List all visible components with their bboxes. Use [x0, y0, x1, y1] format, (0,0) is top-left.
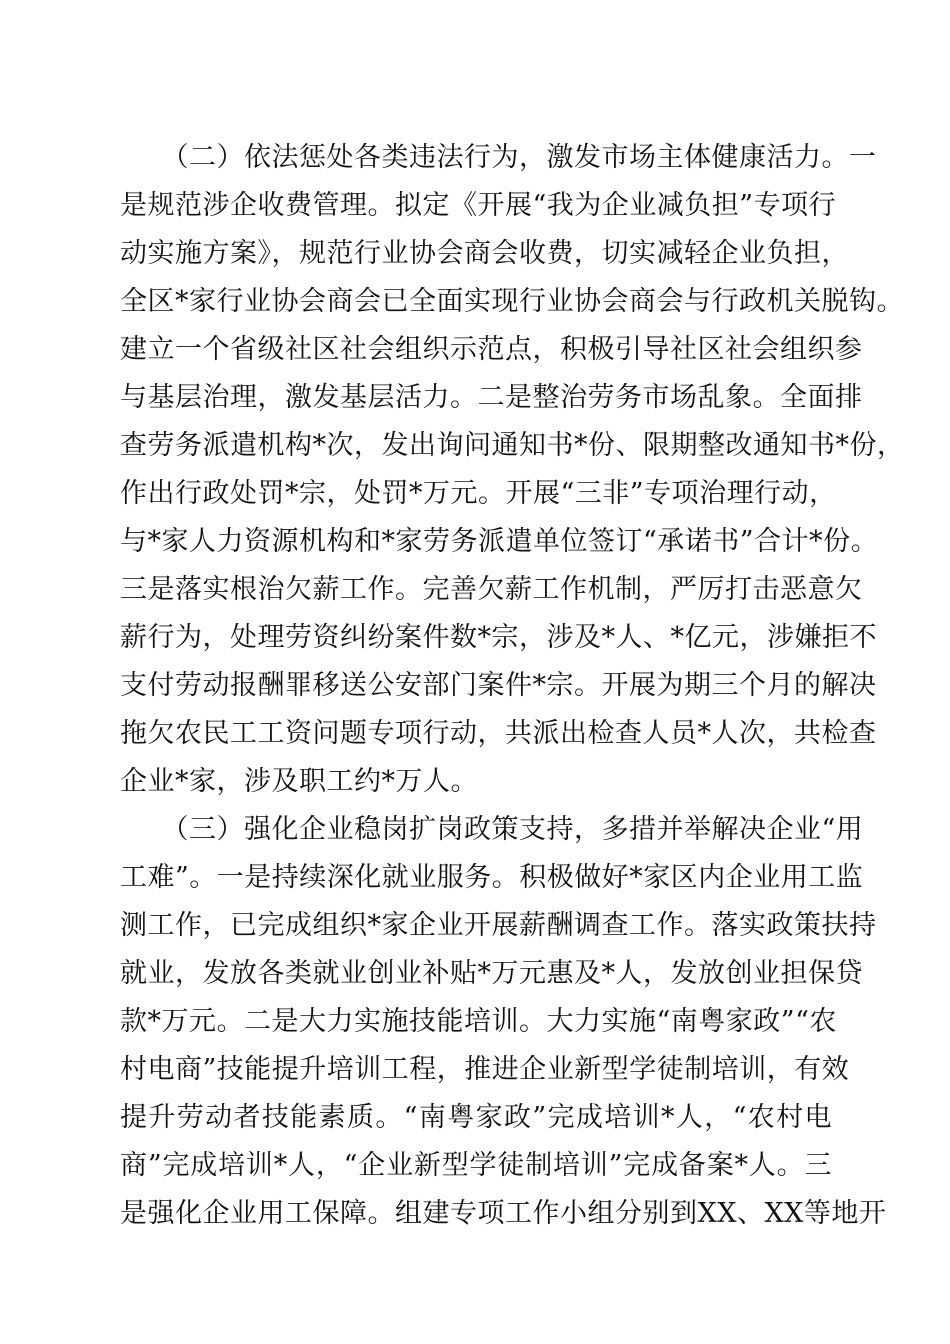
paragraph-line: 建立一个省级社区社会组织示范点，积极引导社区社会组织参: [120, 334, 863, 365]
paragraph-line: 薪行为，处理劳资纠纷案件数*宗，涉及*人、*亿元，涉嫌拒不: [120, 622, 877, 653]
paragraph-line: （二）依法惩处各类违法行为，激发市场主体健康活力。一: [120, 142, 877, 173]
paragraph-line: 全区*家行业协会商会已全面实现行业协会商会与行政机关脱钩。: [120, 286, 904, 317]
paragraph-line: 商”完成培训*人，“企业新型学徒制培训”完成备案*人。三: [120, 1150, 832, 1181]
paragraph-line: 就业，发放各类就业创业补贴*万元惠及*人，发放创业担保贷: [120, 958, 863, 989]
paragraph-line: 提升劳动者技能素质。“南粤家政”完成培训*人，“农村电: [120, 1102, 832, 1133]
paragraph-line: 拖欠农民工工资问题专项行动，共派出检查人员*人次，共检查: [120, 718, 877, 749]
paragraph-line: 工难”。一是持续深化就业服务。积极做好*家区内企业用工监: [120, 862, 864, 893]
paragraph-line: 是强化企业用工保障。组建专项工作小组分别到XX、XX等地开: [120, 1198, 887, 1229]
paragraph-line: 款*万元。二是大力实施技能培训。大力实施“南粤家政”“农: [120, 1006, 837, 1037]
paragraph-line: 作出行政处罚*宗，处罚*万元。开展“三非”专项治理行动，: [120, 478, 837, 509]
paragraph-line: 村电商”技能提升培训工程，推进企业新型学徒制培训，有效: [120, 1054, 850, 1085]
paragraph-line: 测工作，已完成组织*家企业开展薪酬调查工作。落实政策扶持: [120, 910, 877, 941]
paragraph-line: 企业*家，涉及职工约*万人。: [120, 766, 478, 797]
paragraph-line: （三）强化企业稳岗扩岗政策支持，多措并举解决企业“用: [120, 814, 864, 845]
paragraph-line: 查劳务派遣机构*次，发出询问通知书*份、限期整改通知书*份，: [120, 430, 905, 461]
paragraph-line: 三是落实根治欠薪工作。完善欠薪工作机制，严厉打击恶意欠: [120, 574, 863, 605]
paragraph-line: 与基层治理，激发基层活力。二是整治劳务市场乱象。全面排: [120, 382, 863, 413]
paragraph-line: 动实施方案》，规范行业协会商会收费，切实减轻企业负担，: [120, 238, 849, 269]
paragraph-line: 与*家人力资源机构和*家劳务派遣单位签订“承诺书”合计*份。: [120, 526, 879, 557]
paragraph-line: 支付劳动报酬罪移送公安部门案件*宗。开展为期三个月的解决: [120, 670, 877, 701]
paragraph-line: 是规范涉企收费管理。拟定《开展“我为企业减负担”专项行: [120, 190, 837, 221]
